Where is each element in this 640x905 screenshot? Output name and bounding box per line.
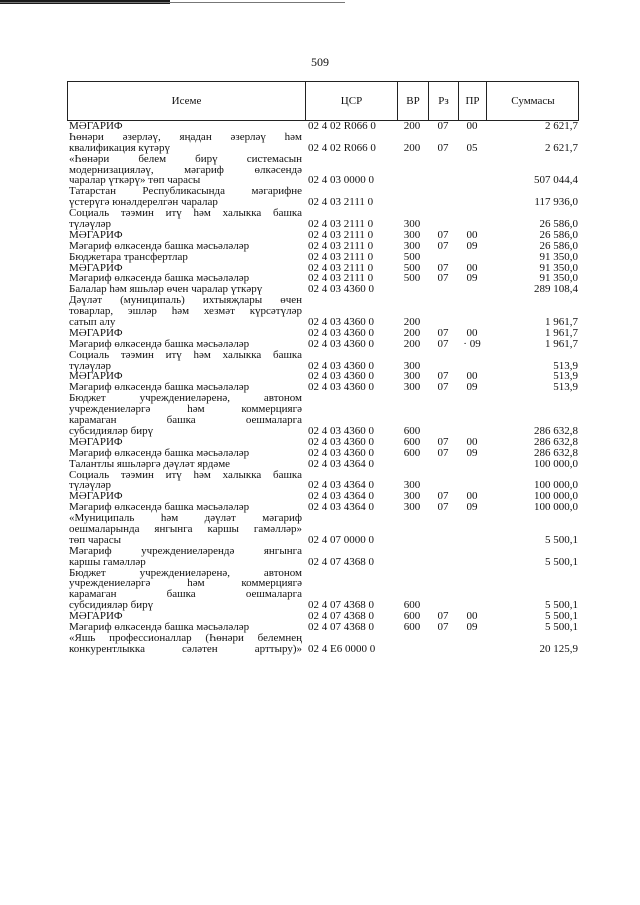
cell-csr: 02 4 03 2111 0: [308, 261, 374, 274]
header-vr: ВР: [398, 82, 429, 120]
cell-csr: 02 4 03 4360 0: [308, 337, 374, 350]
cell-vr: 200: [403, 316, 421, 329]
cell-rz: 07: [437, 228, 449, 241]
cell-sum: 1 961,7: [545, 316, 578, 329]
cell-csr: 02 4 03 4364 0: [308, 501, 374, 514]
cell-vr: 500: [403, 261, 421, 274]
cell-name: «Яшь профессионаллар (Һөнәри белемнең: [69, 631, 302, 644]
cell-pr: 00: [466, 435, 478, 448]
table-row: [67, 546, 579, 557]
cell-name: учреждениеләргә һәм коммерциягә: [69, 577, 302, 590]
cell-sum: 1 961,7: [545, 337, 578, 350]
cell-vr: 500: [403, 272, 421, 285]
cell-vr: 200: [403, 141, 421, 154]
cell-name: Социаль тәэмин итү һәм халыкка башка: [69, 468, 302, 481]
cell-name: карамаган башка оешмаларга: [69, 414, 302, 427]
cell-name: «Муниципаль һәм дәүләт мәгариф: [69, 512, 302, 525]
cell-sum: 5 500,1: [545, 555, 578, 568]
cell-vr: 600: [403, 620, 421, 633]
cell-name: МӘГАРИФ: [69, 326, 123, 339]
cell-vr: 600: [403, 610, 421, 623]
cell-pr: 09: [466, 446, 478, 459]
cell-sum: 5 500,1: [545, 620, 578, 633]
cell-csr: 02 4 07 4368 0: [308, 620, 374, 633]
table-row: [67, 154, 579, 165]
header-name: Исеме: [68, 82, 306, 120]
cell-csr: 02 4 03 2111 0: [308, 218, 374, 231]
cell-vr: 200: [403, 326, 421, 339]
cell-csr: 02 4 02 R066 0: [308, 120, 376, 132]
cell-csr: 02 4 07 4368 0: [308, 555, 374, 568]
header-sum: Суммасы: [511, 95, 555, 107]
table-body: [67, 121, 579, 655]
cell-sum: 20 125,9: [539, 642, 578, 655]
cell-name: модернизацияләү, мәгариф өлкәсендә: [69, 163, 302, 176]
cell-rz: 07: [437, 381, 449, 394]
cell-pr: 09: [466, 620, 478, 633]
cell-name: Мәгариф учреждениеләрендә янгынга: [69, 544, 302, 557]
cell-vr: 600: [403, 435, 421, 448]
cell-csr: 02 4 07 4368 0: [308, 599, 374, 612]
cell-sum: 26 586,0: [539, 228, 578, 241]
cell-sum: 1 961,7: [545, 326, 578, 339]
cell-name: учреждениеләргә һәм коммерциягә: [69, 403, 302, 416]
cell-vr: 200: [403, 337, 421, 350]
cell-name: квалификация күтәрү: [69, 141, 170, 154]
cell-name: Социаль тәэмин итү һәм халыкка башка: [69, 348, 302, 361]
cell-name: карамаган башка оешмаларга: [69, 588, 302, 601]
cell-sum: 507 044,4: [534, 174, 578, 187]
cell-sum: 100 000,0: [534, 479, 578, 492]
cell-name: түләүләр: [69, 359, 112, 372]
cell-csr: 02 4 03 4360 0: [308, 316, 374, 329]
cell-name: МӘГАРИФ: [69, 435, 123, 448]
cell-name: түләүләр: [69, 479, 112, 492]
cell-pr: 09: [466, 381, 478, 394]
cell-sum: 91 350,0: [539, 261, 578, 274]
cell-name: Мәгариф өлкәсендә башка мәсьәләләр: [69, 337, 250, 350]
cell-name: субсидияләр бирү: [69, 599, 154, 612]
cell-name: үстерүгә юнәлдерелгән чаралар: [69, 196, 218, 209]
cell-sum: 289 108,4: [534, 283, 578, 296]
cell-name: МӘГАРИФ: [69, 228, 123, 241]
cell-sum: 286 632,8: [534, 446, 578, 459]
cell-rz: 07: [437, 435, 449, 448]
cell-pr: 00: [466, 228, 478, 241]
cell-sum: 100 000,0: [534, 457, 578, 470]
cell-csr: 02 4 03 2111 0: [308, 228, 374, 241]
cell-csr: 02 4 03 4364 0: [308, 479, 374, 492]
header-csr: ЦСР: [306, 82, 398, 120]
cell-name: Дәүләт (муниципаль) ихтыяҗлары өчен: [69, 294, 302, 307]
cell-pr: 05: [466, 141, 478, 154]
cell-pr: 00: [466, 490, 478, 503]
cell-vr: 300: [403, 381, 421, 394]
cell-name: Мәгариф өлкәсендә башка мәсьәләләр: [69, 501, 250, 514]
header-rz: Рз: [429, 82, 459, 120]
cell-name: конкурентлыкка сәләтен арттыру)»: [69, 642, 302, 655]
cell-name: Һөнәри әзерләү, яңадан әзерләү һәм: [69, 130, 302, 143]
cell-name: каршы гамәлләр: [69, 555, 146, 568]
cell-sum: 513,9: [553, 370, 578, 383]
cell-vr: 600: [403, 424, 421, 437]
table-row: [67, 252, 579, 263]
cell-rz: 07: [437, 261, 449, 274]
cell-rz: 07: [437, 610, 449, 623]
table-row: [67, 459, 579, 470]
cell-name: «Һөнәри белем бирү системасын: [69, 152, 302, 165]
cell-pr: 00: [466, 261, 478, 274]
cell-csr: 02 4 03 4360 0: [308, 283, 374, 296]
cell-sum: 91 350,0: [539, 250, 578, 263]
cell-rz: 07: [437, 501, 449, 514]
cell-sum: 5 500,1: [545, 533, 578, 546]
cell-csr: 02 4 03 4360 0: [308, 446, 374, 459]
cell-name: Балалар һәм яшьләр өчен чаралар үткәрү: [69, 283, 263, 296]
cell-rz: 07: [437, 620, 449, 633]
table-row: [67, 350, 579, 361]
cell-pr: 00: [466, 326, 478, 339]
scan-edge-line: [0, 2, 345, 3]
cell-csr: 02 4 03 2111 0: [308, 196, 374, 209]
cell-sum: 100 000,0: [534, 501, 578, 514]
cell-name: Мәгариф өлкәсендә башка мәсьәләләр: [69, 446, 250, 459]
cell-csr: 02 4 Е6 0000 0: [308, 642, 376, 655]
cell-csr: 02 4 07 4368 0: [308, 610, 374, 623]
cell-sum: 2 621,7: [545, 141, 578, 154]
cell-name: товарлар, эшләр һәм хезмәт күрсәтүләр: [69, 305, 302, 318]
cell-name: МӘГАРИФ: [69, 490, 123, 503]
cell-sum: 91 350,0: [539, 272, 578, 285]
cell-name: МӘГАРИФ: [69, 610, 123, 623]
table-row: [67, 448, 579, 459]
cell-csr: 02 4 07 0000 0: [308, 533, 374, 546]
cell-csr: 02 4 03 4364 0: [308, 490, 374, 503]
cell-csr: 02 4 03 4360 0: [308, 435, 374, 448]
cell-pr: 09: [466, 272, 478, 285]
header-pr: ПР: [459, 82, 487, 120]
cell-name: Бюджет учреждениеләренә, автоном: [69, 392, 302, 405]
cell-sum: 26 586,0: [539, 239, 578, 252]
cell-rz: 07: [437, 141, 449, 154]
cell-vr: 300: [403, 490, 421, 503]
cell-rz: 07: [437, 370, 449, 383]
cell-sum: 5 500,1: [545, 610, 578, 623]
cell-name: Татарстан Республикасында мәгарифне: [69, 185, 302, 198]
cell-csr: 02 4 03 4360 0: [308, 359, 374, 372]
cell-csr: 02 4 03 4360 0: [308, 370, 374, 383]
cell-name: Мәгариф өлкәсендә башка мәсьәләләр: [69, 272, 250, 285]
cell-vr: 600: [403, 446, 421, 459]
cell-name: субсидияләр бирү: [69, 424, 154, 437]
cell-csr: 02 4 03 2111 0: [308, 239, 374, 252]
cell-pr: 09: [466, 501, 478, 514]
cell-vr: 300: [403, 501, 421, 514]
cell-name: Мәгариф өлкәсендә башка мәсьәләләр: [69, 239, 250, 252]
cell-vr: 500: [403, 250, 421, 263]
cell-csr: 02 4 03 2111 0: [308, 272, 374, 285]
cell-name: түләүләр: [69, 218, 112, 231]
cell-pr: 00: [466, 370, 478, 383]
cell-sum: 513,9: [553, 359, 578, 372]
page-number: 509: [311, 55, 329, 69]
cell-rz: 07: [437, 446, 449, 459]
cell-rz: 07: [437, 239, 449, 252]
cell-name: сатып алу: [69, 316, 116, 329]
cell-sum: 100 000,0: [534, 490, 578, 503]
cell-rz: 07: [437, 337, 449, 350]
cell-rz: 07: [437, 272, 449, 285]
cell-name: МӘГАРИФ: [69, 120, 123, 132]
cell-csr: 02 4 03 4360 0: [308, 326, 374, 339]
cell-csr: 02 4 02 R066 0: [308, 141, 376, 154]
cell-csr: 02 4 03 0000 0: [308, 174, 374, 187]
cell-name: Мәгариф өлкәсендә башка мәсьәләләр: [69, 620, 250, 633]
cell-sum: 286 632,8: [534, 424, 578, 437]
cell-name: чаралар үткәрү» төп чарасы: [69, 174, 201, 187]
cell-vr: 300: [403, 239, 421, 252]
cell-sum: 2 621,7: [545, 120, 578, 132]
cell-rz: 07: [437, 326, 449, 339]
cell-vr: 200: [403, 120, 421, 132]
cell-pr: 00: [466, 610, 478, 623]
cell-vr: 600: [403, 599, 421, 612]
cell-name: Мәгариф өлкәсендә башка мәсьәләләр: [69, 381, 250, 394]
cell-rz: 07: [437, 120, 449, 132]
table-row: [67, 557, 579, 568]
cell-pr: · 09: [463, 337, 481, 350]
cell-pr: 09: [466, 239, 478, 252]
cell-vr: 300: [403, 359, 421, 372]
cell-vr: 300: [403, 228, 421, 241]
cell-csr: 02 4 03 2111 0: [308, 250, 374, 263]
cell-name: Талантлы яшьләргә дәүләт ярдәме: [69, 457, 231, 470]
cell-csr: 02 4 03 4364 0: [308, 457, 374, 470]
cell-rz: 07: [437, 490, 449, 503]
cell-vr: 300: [403, 218, 421, 231]
cell-name: МӘГАРИФ: [69, 370, 123, 383]
cell-csr: 02 4 03 4360 0: [308, 381, 374, 394]
cell-sum: 26 586,0: [539, 218, 578, 231]
cell-sum: 286 632,8: [534, 435, 578, 448]
cell-name: Бюджетара трансфертлар: [69, 250, 188, 263]
cell-csr: 02 4 03 4360 0: [308, 424, 374, 437]
cell-name: Бюджет учреждениеләренә, автоном: [69, 566, 302, 579]
cell-pr: 00: [466, 120, 478, 132]
table-row: [67, 644, 579, 655]
cell-name: Социаль тәэмин итү һәм халыкка башка: [69, 207, 302, 220]
cell-sum: 513,9: [553, 381, 578, 394]
cell-sum: 117 936,0: [534, 196, 578, 209]
cell-name: төп чарасы: [69, 533, 122, 546]
cell-name: МӘГАРИФ: [69, 261, 123, 274]
cell-sum: 5 500,1: [545, 599, 578, 612]
table-header: [67, 81, 579, 121]
cell-name: оешмаларында янгынга каршы гамәлләр»: [69, 522, 302, 535]
cell-vr: 300: [403, 479, 421, 492]
cell-vr: 300: [403, 370, 421, 383]
